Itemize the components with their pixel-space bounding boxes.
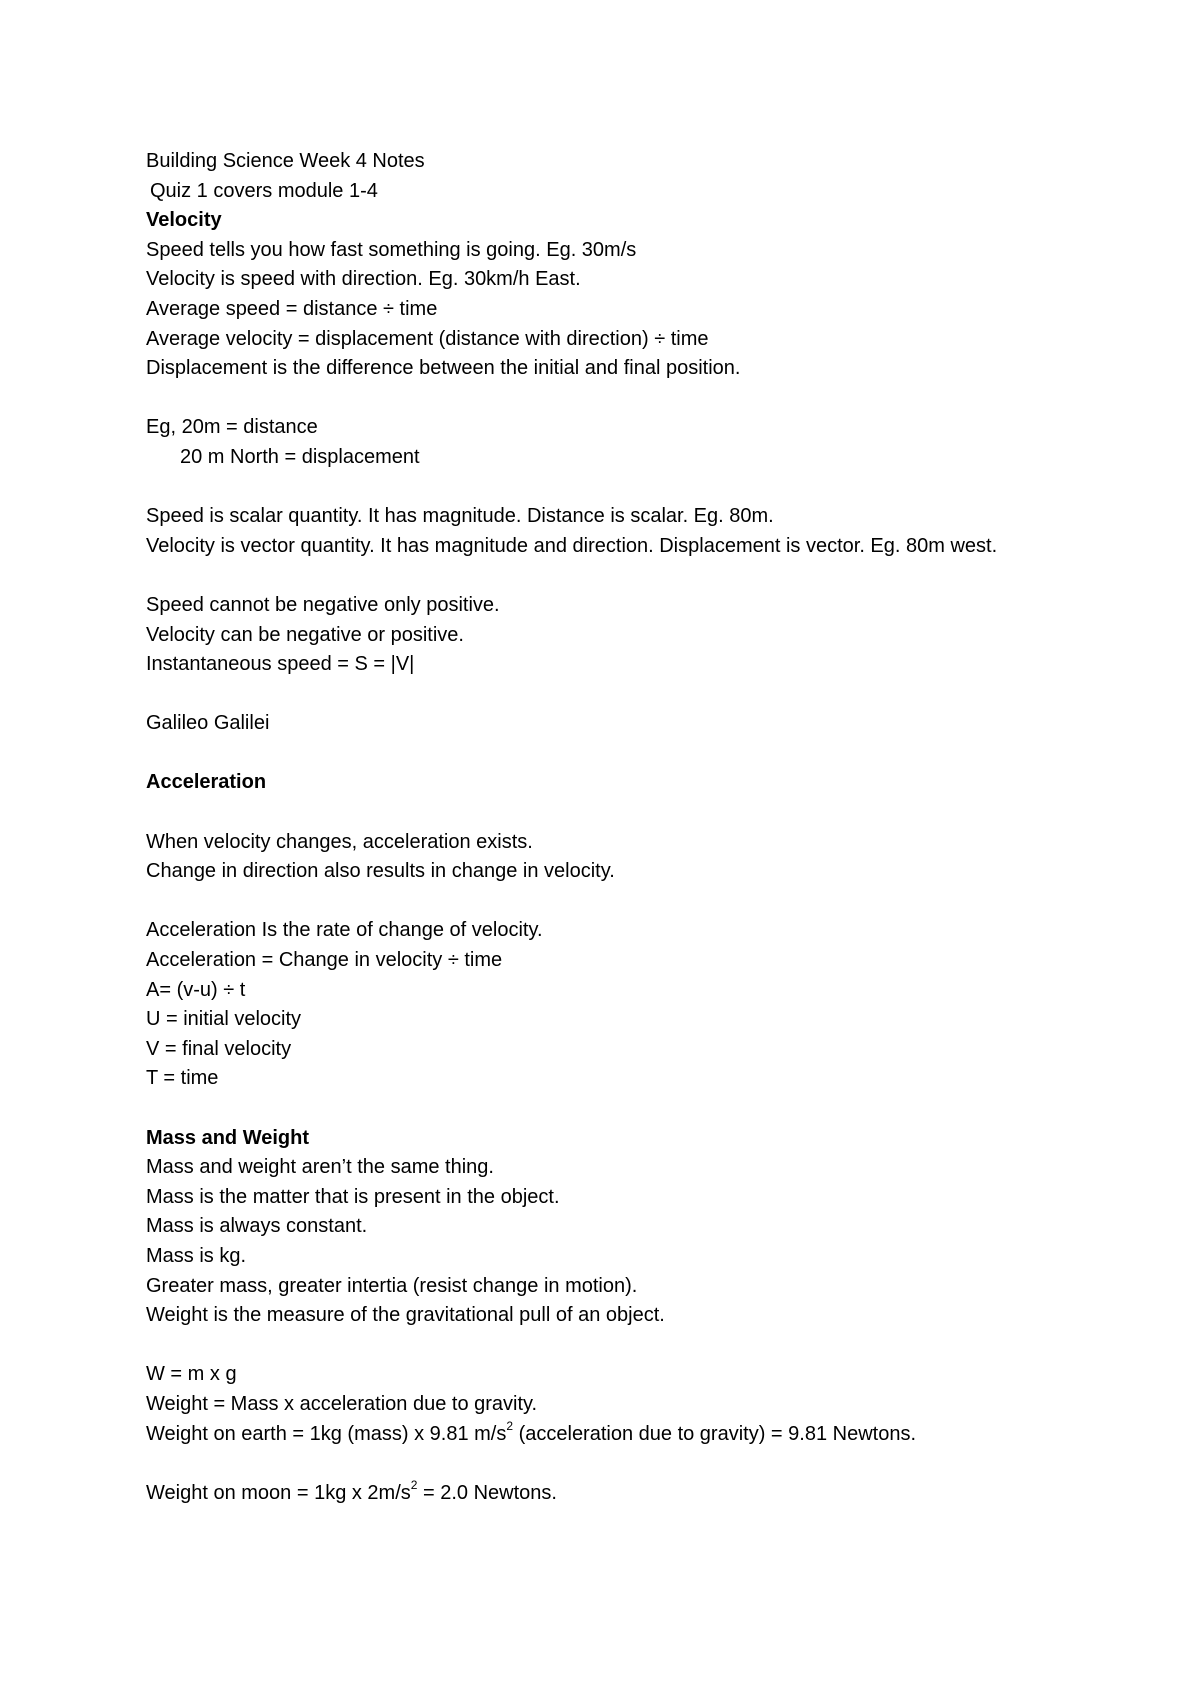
superscript-two: 2 (506, 1418, 514, 1433)
spacer (146, 384, 1066, 414)
velocity-line: Displacement is the difference between the initial and final position. (146, 357, 741, 380)
mass-weight-line: Mass is kg. (146, 1244, 247, 1267)
velocity-line: Velocity is speed with direction. Eg. 30km/h East. (146, 268, 581, 291)
velocity-line: Eg, 20m = distance (146, 416, 318, 439)
document-title: Building Science Week 4 Notes (146, 150, 425, 172)
spacer (146, 561, 1066, 591)
mass-weight-line: Mass is the matter that is present in the object. (146, 1185, 560, 1208)
spacer (146, 798, 1066, 828)
mass-weight-line: Weight is the measure of the gravitational pull of an object. (146, 1304, 665, 1327)
velocity-line: Velocity can be negative or positive. (146, 623, 464, 646)
mass-weight-heading: Mass and Weight (146, 1126, 309, 1149)
document-subtitle: Quiz 1 covers module 1-4 (150, 179, 378, 202)
weight-moon-text-end: = 2.0 Newtons. (417, 1481, 557, 1504)
spacer (146, 473, 1066, 503)
document-body (146, 147, 1066, 1508)
spacer (146, 1331, 1066, 1361)
mass-weight-line: Weight = Mass x acceleration due to gravity. (146, 1392, 538, 1415)
acceleration-line: T = time (146, 1067, 219, 1090)
velocity-line: Speed is scalar quantity. It has magnitude. Distance is scalar. Eg. 80m. (146, 505, 774, 528)
acceleration-line: A= (v-u) ÷ t (146, 978, 246, 1001)
superscript-two: 2 (410, 1478, 418, 1493)
acceleration-line: Acceleration = Change in velocity ÷ time (146, 949, 503, 972)
mass-weight-line: Mass and weight aren’t the same thing. (146, 1156, 494, 1179)
velocity-line: Galileo Galilei (146, 712, 270, 735)
spacer (146, 887, 1066, 917)
mass-weight-line: Greater mass, greater intertia (resist change in motion). (146, 1274, 638, 1297)
velocity-line: 20 m North = displacement (180, 445, 420, 468)
weight-earth-text: Weight on earth = 1kg (mass) x 9.81 m/s (146, 1422, 507, 1445)
velocity-line: Instantaneous speed = S = |V| (146, 653, 415, 676)
velocity-heading: Velocity (146, 209, 222, 232)
velocity-line: Speed cannot be negative only positive. (146, 593, 500, 616)
spacer (146, 1094, 1066, 1124)
weight-moon-line (146, 1479, 1066, 1509)
velocity-line: Average velocity = displacement (distance with direction) ÷ time (146, 327, 709, 350)
spacer (146, 739, 1066, 769)
acceleration-line: Acceleration Is the rate of change of velocity. (146, 919, 543, 942)
acceleration-line: U = initial velocity (146, 1008, 302, 1031)
mass-weight-line: Mass is always constant. (146, 1215, 368, 1238)
spacer (146, 680, 1066, 710)
acceleration-heading: Acceleration (146, 771, 267, 794)
acceleration-line: V = final velocity (146, 1037, 292, 1060)
mass-weight-line: W = m x g (146, 1363, 237, 1386)
acceleration-line: When velocity changes, acceleration exists. (146, 830, 533, 853)
velocity-line: Velocity is vector quantity. It has magnitude and direction. Displacement is vector. Eg. 80m west. (146, 534, 998, 557)
spacer (146, 1449, 1066, 1479)
velocity-line: Speed tells you how fast something is going. Eg. 30m/s (146, 238, 637, 261)
weight-earth-text-end: (acceleration due to gravity) = 9.81 Newtons. (513, 1422, 917, 1445)
weight-earth-line (146, 1420, 1066, 1450)
weight-moon-text: Weight on moon = 1kg x 2m/s (146, 1481, 411, 1504)
velocity-line: Average speed = distance ÷ time (146, 297, 438, 320)
acceleration-line: Change in direction also results in change in velocity. (146, 860, 615, 883)
